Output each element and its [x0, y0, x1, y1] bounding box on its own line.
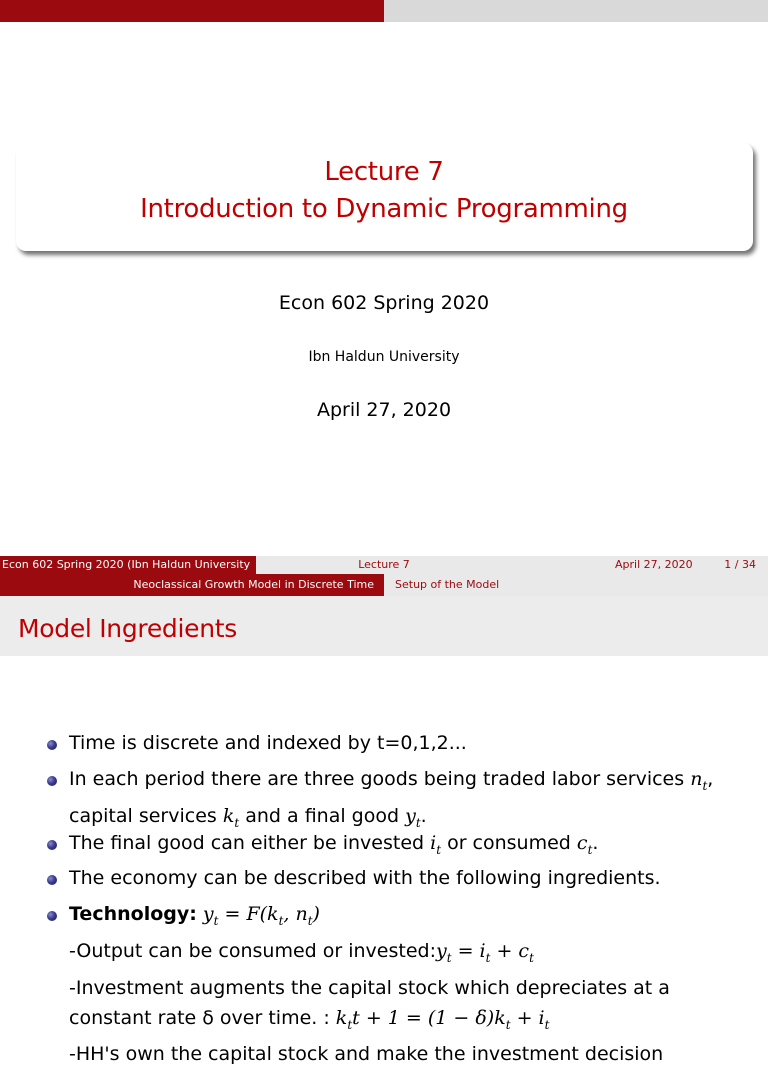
math-subscript: t — [415, 815, 421, 830]
bullet-text-part: In each period there are three goods being traded labor services — [69, 768, 691, 790]
footer-date: April 27, 2020 — [615, 558, 693, 571]
math-part: + i — [510, 1006, 545, 1029]
lecture-subtitle: Introduction to Dynamic Programming — [140, 194, 628, 224]
math-subscript: t — [436, 842, 442, 857]
footer-right — [512, 556, 768, 574]
bullet-icon — [47, 911, 57, 921]
bullet-text: Time is discrete and indexed by t=0,1,2... — [69, 732, 467, 754]
math-subscript: t — [446, 950, 452, 965]
math-subscript: t — [234, 815, 240, 830]
bullet-icon — [47, 740, 57, 750]
bullet-text-part: -Investment augments the capital stock which depreciates at a — [69, 976, 670, 999]
math-part: ) — [312, 903, 320, 925]
bullet-text-part: or consumed — [441, 832, 577, 854]
section-navigation — [0, 574, 768, 596]
technology-label: Technology: — [69, 903, 197, 925]
bullet-text-part: The final good can either be invested — [69, 832, 431, 854]
bullet-text — [69, 828, 759, 865]
top-bar-red-segment — [0, 0, 384, 22]
math-part: = F(k — [218, 903, 279, 925]
bullet-text: The economy can be described with the following ingredients. — [69, 867, 661, 889]
math-part: , n — [283, 903, 308, 925]
presentation-date: April 27, 2020 — [316, 399, 452, 421]
bullet-text-part: constant rate δ over time. : — [69, 1006, 336, 1029]
slide-footer — [0, 556, 768, 574]
bullet-text-part: and a final good — [239, 804, 406, 827]
math-subscript: t — [347, 1017, 353, 1032]
math-i: i — [430, 832, 437, 854]
lecture-title: Lecture 7 — [324, 157, 444, 187]
math-subscript: t — [278, 913, 284, 928]
math-y: y — [435, 939, 447, 962]
frame-title: Model Ingredients — [18, 614, 237, 643]
bullet-icon — [47, 776, 57, 786]
math-part: = i — [451, 939, 486, 962]
math-subscript: t — [307, 913, 313, 928]
nav-subsection[interactable]: Setup of the Model — [384, 574, 768, 596]
institute: Ibn Haldun University — [308, 349, 460, 365]
footer-author[interactable]: Econ 602 Spring 2020 (Ibn Haldun University — [0, 556, 256, 574]
bullet-text-part: capital services — [69, 804, 223, 827]
footer-title[interactable]: Lecture 7 — [256, 556, 512, 574]
math-y: y — [202, 903, 214, 925]
nav-section[interactable]: Neoclassical Growth Model in Discrete Time — [0, 574, 384, 596]
bullet-text-part: -HH's own the capital stock and make the investment decision — [69, 1043, 664, 1066]
math-subscript: t — [529, 950, 534, 965]
math-y: y — [405, 804, 416, 827]
math-subscript: t — [213, 913, 219, 928]
math-k: k — [222, 804, 235, 827]
math-subscript: t — [485, 950, 491, 965]
math-subscript: t — [505, 1017, 511, 1032]
top-progress-bar — [0, 0, 768, 22]
math-subscript: t — [544, 1017, 550, 1032]
bullet-text-part: -Output can be consumed or invested: — [69, 939, 436, 962]
bullet-text — [69, 764, 759, 838]
bullet-text-part: . — [592, 832, 599, 854]
footer-page-number: 1 / 34 — [724, 558, 756, 571]
bullet-text-part: . — [420, 804, 427, 827]
math-k: k — [335, 1006, 348, 1029]
math-part: + c — [490, 939, 530, 962]
math-part: t + 1 = (1 − δ)k — [352, 1006, 506, 1029]
math-c: c — [576, 832, 588, 854]
math-subscript: t — [702, 778, 708, 793]
bullet-icon — [47, 840, 57, 850]
top-bar-grey-segment — [384, 0, 768, 22]
math-subscript: t — [587, 842, 593, 857]
bullet-icon — [47, 875, 57, 885]
author: Econ 602 Spring 2020 — [278, 292, 490, 314]
bullet-text — [69, 899, 759, 1069]
bullet-text-part: , — [707, 768, 714, 790]
math-n: n — [690, 768, 703, 790]
